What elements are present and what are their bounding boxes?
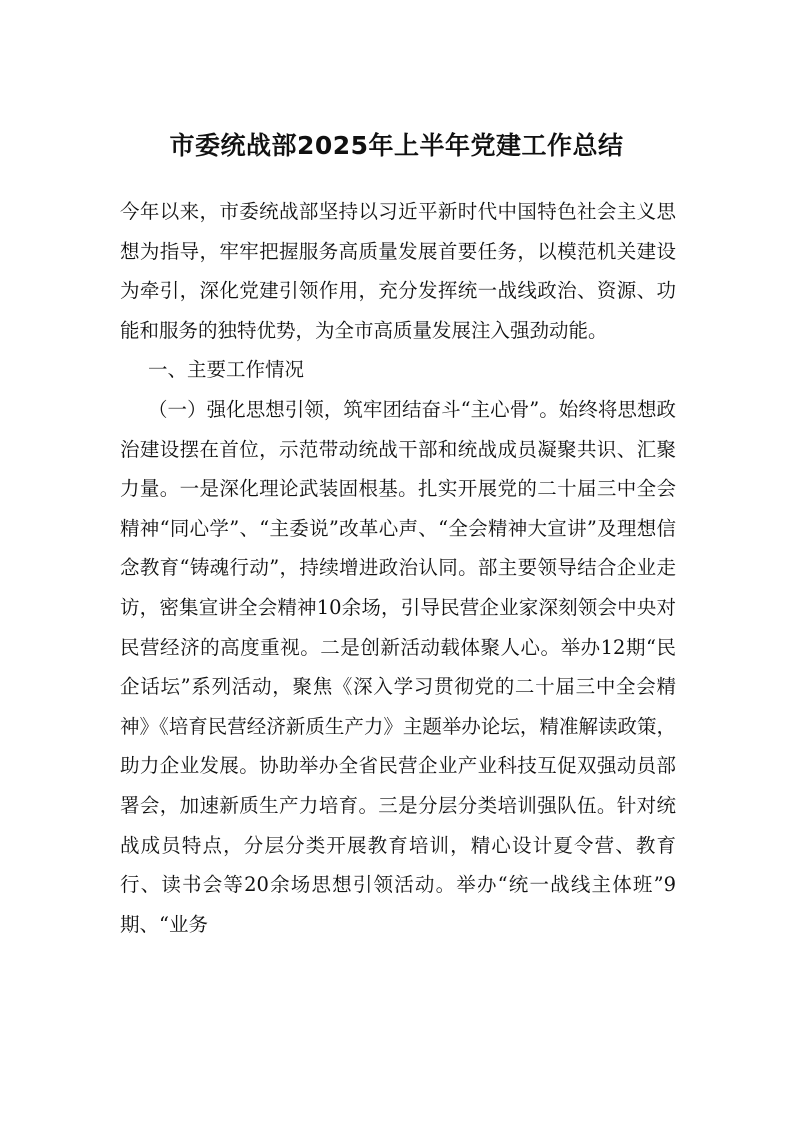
intro-paragraph: 今年以来，市委统战部坚持以习近平新时代中国特色社会主义思想为指导，牢牢把握服务高质量发展首要任务，以模范机关建设为牵引，深化党建引领作用，充分发挥统一战线政治、资源、功能和服务的独特优势，为全市高质量发展注入强劲动能。 <box>120 200 676 342</box>
document-title: 市委统战部2025年上半年党建工作总结 <box>169 131 624 160</box>
body-paragraph: （一）强化思想引领，筑牢团结奋斗“主心骨”。始终将思想政治建设摆在首位，示范带动统战干部和统战成员凝聚共识、汇聚力量。一是深化理论武装固根基。扎实开展党的二十届三中全会精神“同心学”、“主委说”改革心声、“全会精神大宣讲”及理想信念教育“铸魂行动”，持续增进政治认同。部主要领导结合企业走访，密集宣讲全会精神10余场，引导民营企业家深刻领会中央对民营经济的高度重视。二是创新活动载体聚人心。举办12期“民企话坛”系列活动，聚焦《深入学习贯彻党的二十届三中全会精神》《培育民营经济新质生产力》主题举办论坛，精准解读政策，助力企业发展。协助举办全省民营企业产业科技互促双强动员部署会，加速新质生产力培育。三是分层分类培训强队伍。针对统战成员特点，分层分类开展教育培训，精心设计夏令营、教育行、读书会等20余场思想引领活动。举办“统一战线主体班”9期、“业务 <box>120 397 676 936</box>
document-body <box>120 192 676 944</box>
section-heading: 一、主要工作情况 <box>148 358 305 382</box>
